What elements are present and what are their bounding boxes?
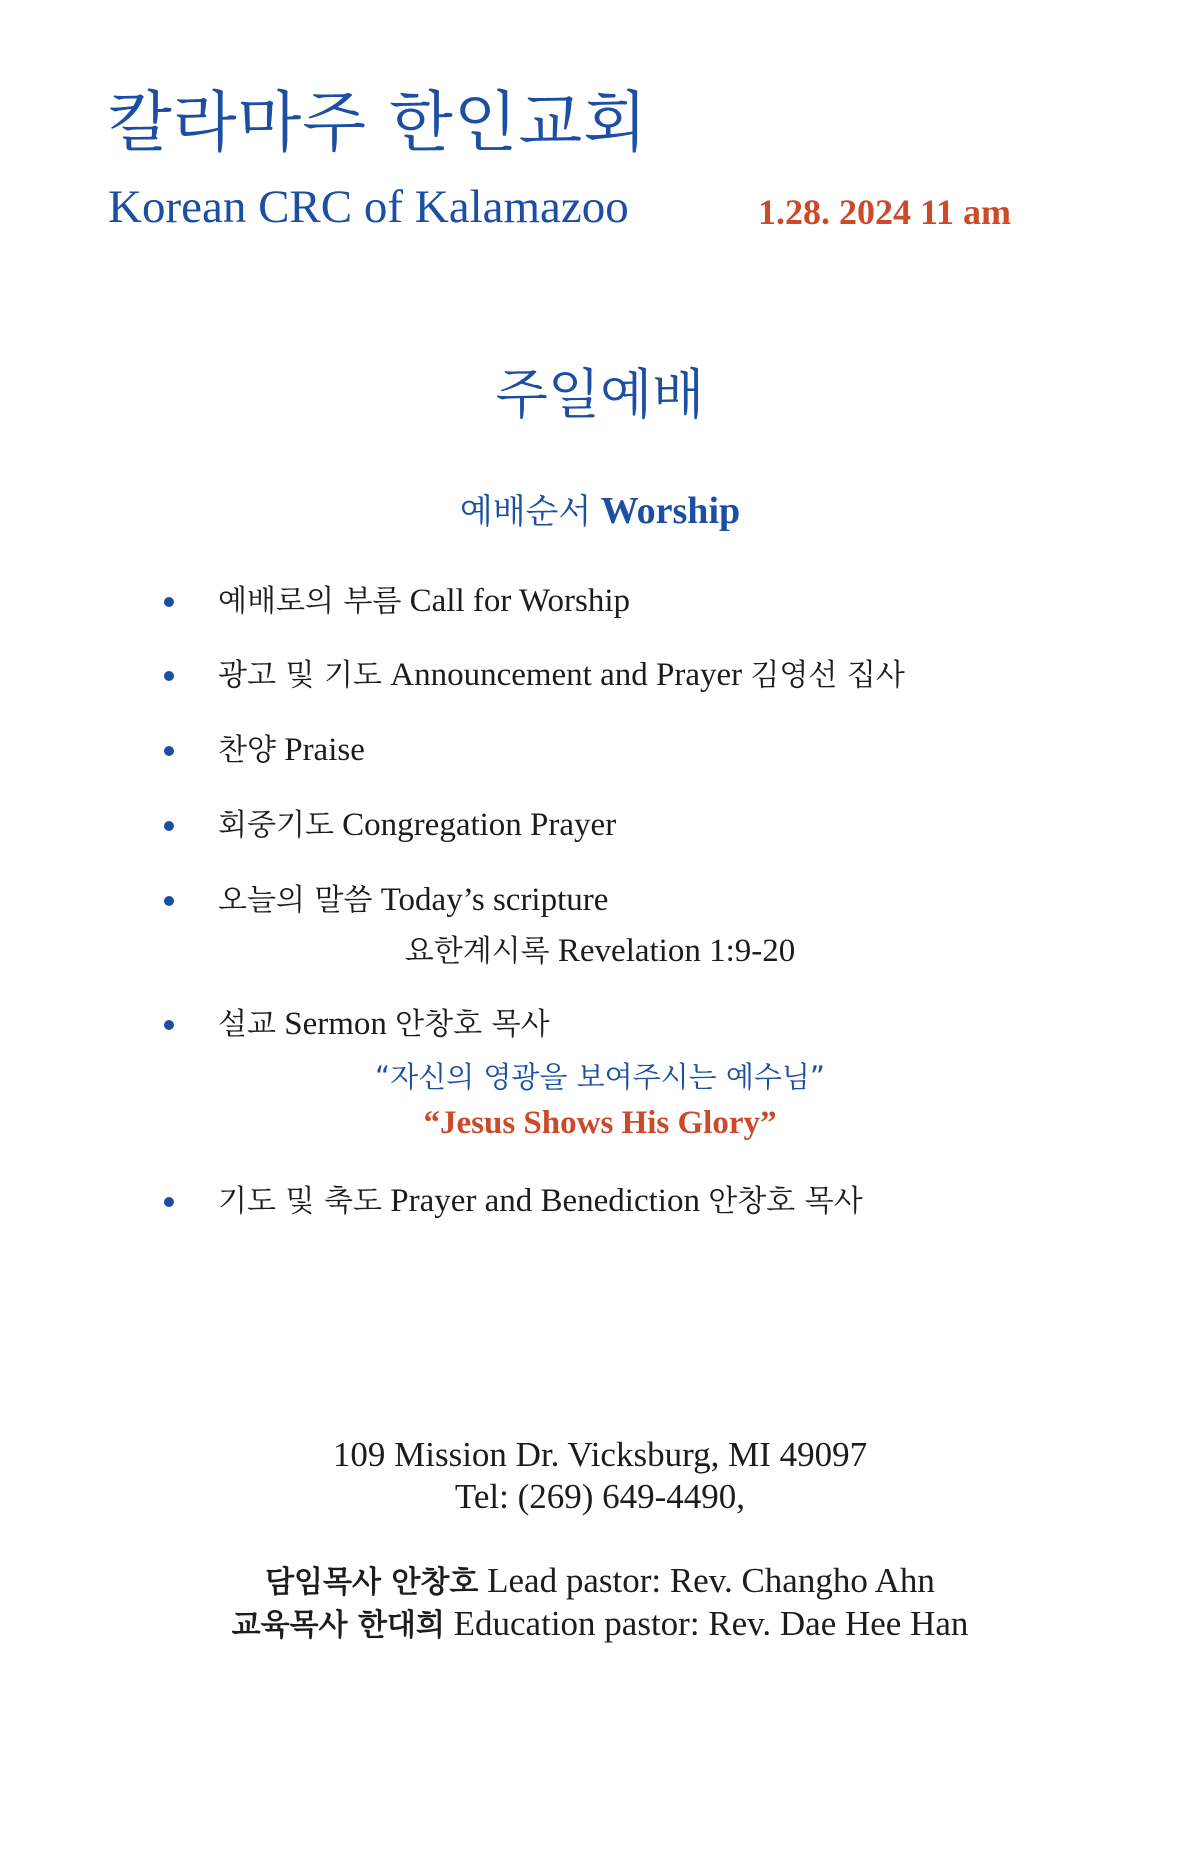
education-pastor-line	[0, 1603, 1200, 1647]
church-address: 109 Mission Dr. Vicksburg, MI 49097	[332, 1435, 868, 1474]
bullet-icon	[164, 671, 174, 681]
item-leader: 안창호 목사	[395, 1007, 550, 1042]
item-english: Today’s scripture	[380, 882, 609, 918]
bullet-icon	[164, 597, 174, 607]
education-pastor-english: Education pastor: Rev. Dae Hee Han	[453, 1604, 969, 1643]
church-name-english: Korean CRC of Kalamazoo	[108, 181, 629, 233]
item-korean: 광고 및 기도	[218, 658, 382, 693]
item-korean: 예배로의 부름	[218, 584, 402, 619]
item-korean: 회중기도	[218, 808, 334, 843]
bullet-icon	[164, 896, 174, 906]
bulletin-header	[108, 84, 1108, 240]
item-english: Call for Worship	[409, 583, 631, 619]
list-item	[160, 877, 1178, 924]
order-heading-korean: 예배순서	[459, 492, 592, 532]
bullet-icon	[164, 821, 174, 831]
bullet-icon	[164, 1020, 174, 1030]
sermon-title-korean: “자신의 영광을 보여주시는 예수님”	[375, 1060, 825, 1094]
church-name-korean: 칼라마주 한인교회	[108, 84, 649, 161]
item-english: Prayer and Benediction	[390, 1183, 700, 1219]
list-item	[160, 802, 1178, 849]
order-of-worship-heading	[0, 492, 1200, 530]
list-item	[160, 1178, 1178, 1225]
scripture-english: Revelation 1:9-20	[557, 933, 796, 969]
item-korean: 찬양	[218, 733, 276, 768]
sermon-title-english: “Jesus Shows His Glory”	[423, 1105, 777, 1141]
list-item	[160, 652, 1178, 699]
item-korean: 오늘의 말씀	[218, 883, 373, 918]
item-english: Sermon	[284, 1006, 387, 1042]
service-title: 주일예배	[495, 363, 705, 426]
order-heading-english: Worship	[600, 490, 741, 532]
list-item	[160, 578, 1178, 625]
education-pastor-korean: 교육목사 한대희	[231, 1608, 445, 1643]
service-date: 1.28. 2024 11 am	[758, 192, 1012, 232]
item-english: Praise	[284, 732, 365, 768]
scripture-reference	[0, 928, 1200, 975]
lead-pastor-english: Lead pastor: Rev. Changho Ahn	[487, 1561, 935, 1600]
lead-pastor-line	[0, 1560, 1200, 1604]
item-english: Announcement and Prayer	[390, 657, 743, 693]
item-english: Congregation Prayer	[342, 807, 617, 843]
item-korean: 기도 및 축도	[218, 1184, 382, 1219]
item-korean: 설교	[218, 1007, 276, 1042]
list-item	[160, 1001, 1178, 1048]
item-leader: 김영선 집사	[750, 658, 905, 693]
lead-pastor-korean: 담임목사 안창호	[265, 1565, 479, 1600]
item-leader: 안창호 목사	[708, 1184, 863, 1219]
bullet-icon	[164, 746, 174, 756]
bullet-icon	[164, 1197, 174, 1207]
scripture-korean: 요한계시록	[404, 934, 550, 969]
header-subtitle-row	[108, 181, 1108, 240]
church-telephone: Tel: (269) 649-4490,	[454, 1477, 746, 1516]
list-item	[160, 727, 1178, 774]
